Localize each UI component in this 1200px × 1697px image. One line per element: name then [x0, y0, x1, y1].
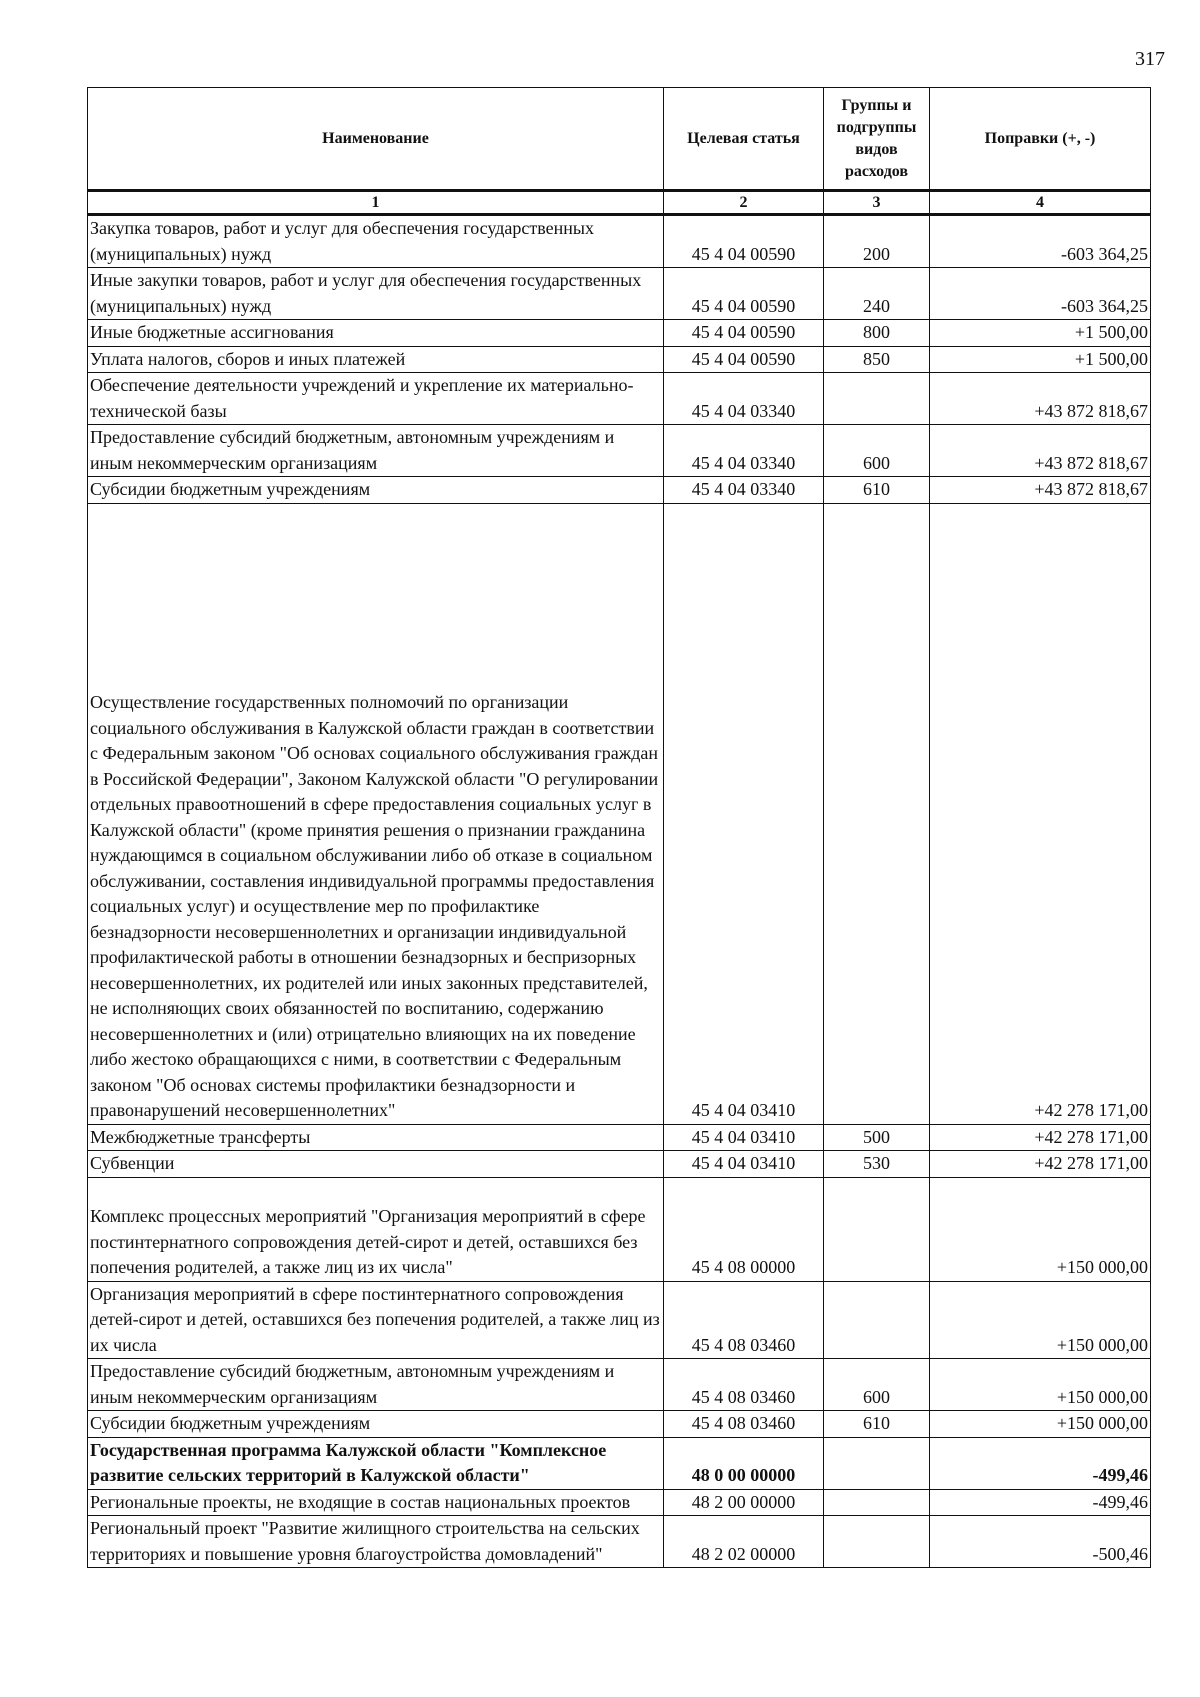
row-code: 45 4 04 00590: [664, 346, 824, 373]
row-amount: -499,46: [930, 1437, 1151, 1489]
row-group: [824, 1516, 930, 1568]
table-row: [88, 215, 1151, 268]
row-name: Региональный проект "Развитие жилищного строительства на сельских территориях и повышение уровня благоустройства домовладений": [88, 1516, 664, 1568]
table-body: [88, 215, 1151, 1568]
row-name: Закупка товаров, работ и услуг для обеспечения государственных (муниципальных) нужд: [88, 215, 664, 268]
row-group: 600: [824, 1359, 930, 1411]
table-row: [88, 1177, 1151, 1281]
row-amount: +42 278 171,00: [930, 503, 1151, 1124]
row-amount: -603 364,25: [930, 268, 1151, 320]
header-amendments: Поправки (+, -): [930, 88, 1151, 191]
row-group: 800: [824, 320, 930, 347]
row-amount: +150 000,00: [930, 1411, 1151, 1438]
row-name: Региональные проекты, не входящие в состав национальных проектов: [88, 1489, 664, 1516]
table-row: [88, 1516, 1151, 1568]
row-code: 45 4 08 00000: [664, 1177, 824, 1281]
row-code: 45 4 04 00590: [664, 268, 824, 320]
row-amount: -499,46: [930, 1489, 1151, 1516]
row-name: Субвенции: [88, 1151, 664, 1178]
budget-table: [87, 87, 1151, 1568]
column-number-3: 3: [824, 191, 930, 215]
row-code: 45 4 04 00590: [664, 215, 824, 268]
row-code: 45 4 04 03340: [664, 477, 824, 504]
row-group: 500: [824, 1124, 930, 1151]
row-name: Уплата налогов, сборов и иных платежей: [88, 346, 664, 373]
row-amount: +150 000,00: [930, 1177, 1151, 1281]
row-name: Субсидии бюджетным учреждениям: [88, 1411, 664, 1438]
table-row: [88, 346, 1151, 373]
row-name: Предоставление субсидий бюджетным, автономным учреждениям и иным некоммерческим организациям: [88, 1359, 664, 1411]
row-amount: +43 872 818,67: [930, 425, 1151, 477]
row-amount: +1 500,00: [930, 320, 1151, 347]
row-name: Комплекс процессных мероприятий "Организация мероприятий в сфере постинтернатного сопровождения детей-сирот и детей, оставшихся без попечения родителей, а также лиц из их числа": [88, 1177, 664, 1281]
row-code: 45 4 04 03340: [664, 373, 824, 425]
table-row: [88, 373, 1151, 425]
table-row: [88, 1411, 1151, 1438]
row-name: Межбюджетные трансферты: [88, 1124, 664, 1151]
column-number-2: 2: [664, 191, 824, 215]
row-name: Субсидии бюджетным учреждениям: [88, 477, 664, 504]
table-row: [88, 268, 1151, 320]
row-group: 610: [824, 1411, 930, 1438]
header-row: [88, 88, 1151, 191]
column-number-1: 1: [88, 191, 664, 215]
header-target-article: Целевая статья: [664, 88, 824, 191]
column-number-row: [88, 191, 1151, 215]
row-name: Предоставление субсидий бюджетным, автономным учреждениям и иным некоммерческим организациям: [88, 425, 664, 477]
header-name: Наименование: [88, 88, 664, 191]
row-amount: +150 000,00: [930, 1359, 1151, 1411]
row-amount: +150 000,00: [930, 1281, 1151, 1359]
row-name: Иные бюджетные ассигнования: [88, 320, 664, 347]
row-group: [824, 373, 930, 425]
row-name: Обеспечение деятельности учреждений и укрепление их материально-технической базы: [88, 373, 664, 425]
row-name: Государственная программа Калужской области "Комплексное развитие сельских территорий в Калужской области": [88, 1437, 664, 1489]
row-group: 850: [824, 346, 930, 373]
row-amount: -500,46: [930, 1516, 1151, 1568]
row-group: [824, 1437, 930, 1489]
table-row: [88, 1151, 1151, 1178]
row-name: Осуществление государственных полномочий по организации социального обслуживания в Калужской области граждан в соответствии с Федеральным законом "Об основах социального обслуживания граждан в Российской Федерации", Законом Калужской области "О регулировании отдельных правоотношений в сфере предоставления социальных услуг в Калужской области" (кроме принятия решения о признании гражданина нуждающимся в социальном обслуживании либо об отказе в социальном обслуживании, составления индивидуальной программы предоставления социальных услуг) и осуществление мер по профилактике безнадзорности несовершеннолетних и организации индивидуальной профилактической работы в отношении безнадзорных и беспризорных несовершеннолетних, их родителей или иных законных представителей, не исполняющих своих обязанностей по воспитанию, содержанию несовершеннолетних и (или) отрицательно влияющих на их поведение либо жестоко обращающихся с ними, в соответствии с Федеральным законом "Об основах системы профилактики безнадзорности и правонарушений несовершеннолетних": [88, 503, 664, 1124]
row-group: [824, 503, 930, 1124]
table-header: [88, 88, 1151, 215]
row-group: [824, 1281, 930, 1359]
row-group: 240: [824, 268, 930, 320]
row-amount: +43 872 818,67: [930, 373, 1151, 425]
table-row: [88, 1124, 1151, 1151]
row-group: 600: [824, 425, 930, 477]
header-expense-groups: Группы и подгруппы видов расходов: [824, 88, 930, 191]
row-name: Организация мероприятий в сфере постинтернатного сопровождения детей-сирот и детей, оставшихся без попечения родителей, а также лиц из их числа: [88, 1281, 664, 1359]
row-code: 48 0 00 00000: [664, 1437, 824, 1489]
table-row: [88, 503, 1151, 1124]
row-code: 45 4 04 03410: [664, 1124, 824, 1151]
row-group: [824, 1489, 930, 1516]
row-code: 45 4 04 00590: [664, 320, 824, 347]
row-name: Иные закупки товаров, работ и услуг для обеспечения государственных (муниципальных) нужд: [88, 268, 664, 320]
row-code: 45 4 08 03460: [664, 1281, 824, 1359]
row-code: 45 4 04 03340: [664, 425, 824, 477]
table-row: [88, 320, 1151, 347]
table-row: [88, 1437, 1151, 1489]
table-row: [88, 425, 1151, 477]
row-code: 48 2 02 00000: [664, 1516, 824, 1568]
row-amount: +1 500,00: [930, 346, 1151, 373]
row-code: 48 2 00 00000: [664, 1489, 824, 1516]
row-amount: +42 278 171,00: [930, 1124, 1151, 1151]
row-group: [824, 1177, 930, 1281]
row-amount: -603 364,25: [930, 215, 1151, 268]
row-group: 610: [824, 477, 930, 504]
row-amount: +42 278 171,00: [930, 1151, 1151, 1178]
page-number: 317: [1135, 48, 1165, 70]
row-code: 45 4 08 03460: [664, 1411, 824, 1438]
table-row: [88, 1281, 1151, 1359]
row-code: 45 4 08 03460: [664, 1359, 824, 1411]
row-code: 45 4 04 03410: [664, 503, 824, 1124]
table-row: [88, 1489, 1151, 1516]
row-code: 45 4 04 03410: [664, 1151, 824, 1178]
row-amount: +43 872 818,67: [930, 477, 1151, 504]
table-row: [88, 477, 1151, 504]
column-number-4: 4: [930, 191, 1151, 215]
row-group: 200: [824, 215, 930, 268]
table-row: [88, 1359, 1151, 1411]
row-group: 530: [824, 1151, 930, 1178]
